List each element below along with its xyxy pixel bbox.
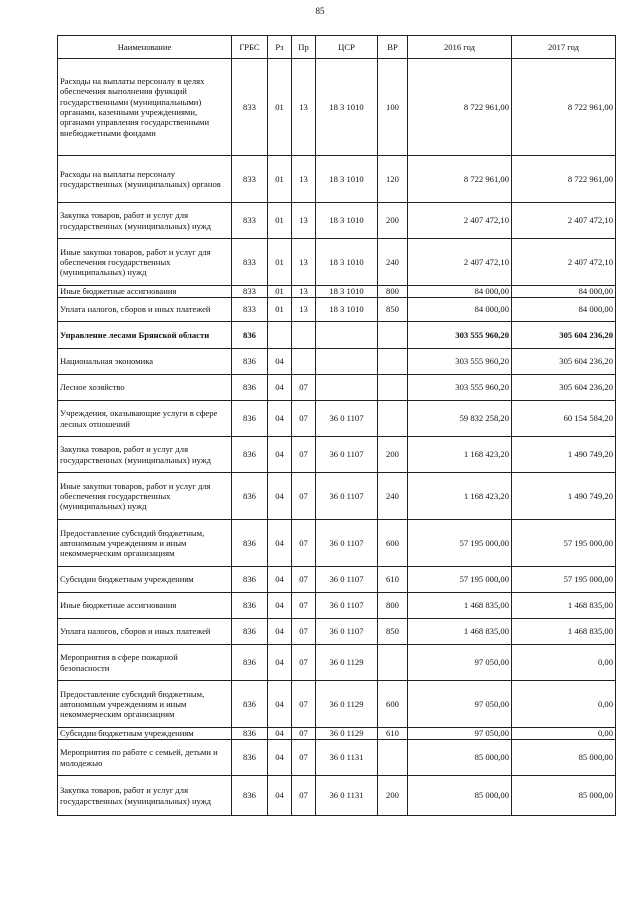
cell-csr: 36 0 1107 — [316, 401, 378, 437]
cell-pr: 07 — [292, 740, 316, 776]
cell-2017: 1 490 749,20 — [512, 437, 616, 473]
cell-2017: 85 000,00 — [512, 740, 616, 776]
cell-grbs: 833 — [232, 286, 268, 298]
cell-name: Уплата налогов, сборов и иных платежей — [58, 619, 232, 645]
cell-vr — [378, 349, 408, 375]
cell-2016: 84 000,00 — [408, 298, 512, 322]
cell-2016: 57 195 000,00 — [408, 520, 512, 567]
cell-name: Субсидии бюджетным учреждениям — [58, 567, 232, 593]
table-row — [58, 645, 616, 681]
col-header-name: Наименование — [58, 36, 232, 59]
cell-name: Мероприятия в сфере пожарной безопасности — [58, 645, 232, 681]
table-row — [58, 681, 616, 728]
cell-csr: 36 0 1107 — [316, 520, 378, 567]
cell-2017: 305 604 236,20 — [512, 349, 616, 375]
cell-csr: 36 0 1129 — [316, 645, 378, 681]
cell-pr: 07 — [292, 776, 316, 816]
cell-grbs: 836 — [232, 473, 268, 520]
cell-pr — [292, 349, 316, 375]
cell-rz: 04 — [268, 619, 292, 645]
table-row — [58, 567, 616, 593]
cell-name: Иные закупки товаров, работ и услуг для обеспечения государственных (муниципальных) нужд — [58, 239, 232, 286]
cell-vr: 850 — [378, 298, 408, 322]
cell-csr: 36 0 1107 — [316, 593, 378, 619]
cell-rz: 01 — [268, 286, 292, 298]
cell-name: Закупка товаров, работ и услуг для государственных (муниципальных) нужд — [58, 776, 232, 816]
cell-csr — [316, 375, 378, 401]
cell-name: Предоставление субсидий бюджетным, автономным учреждениям и иным некоммерческим организациям — [58, 520, 232, 567]
cell-name: Уплата налогов, сборов и иных платежей — [58, 298, 232, 322]
cell-grbs: 833 — [232, 239, 268, 286]
budget-table — [57, 35, 616, 816]
cell-2016: 1 468 835,00 — [408, 593, 512, 619]
cell-rz: 01 — [268, 298, 292, 322]
cell-2016: 1 168 423,20 — [408, 437, 512, 473]
cell-2016: 2 407 472,10 — [408, 239, 512, 286]
table-row — [58, 740, 616, 776]
cell-csr: 18 3 1010 — [316, 59, 378, 156]
cell-grbs: 836 — [232, 593, 268, 619]
cell-2017: 2 407 472,10 — [512, 203, 616, 239]
cell-pr: 07 — [292, 437, 316, 473]
cell-pr: 07 — [292, 401, 316, 437]
cell-2017: 84 000,00 — [512, 286, 616, 298]
col-header-vr: ВР — [378, 36, 408, 59]
cell-name: Мероприятия по работе с семьей, детьми и молодежью — [58, 740, 232, 776]
cell-vr — [378, 740, 408, 776]
cell-2016: 303 555 960,20 — [408, 375, 512, 401]
cell-2017: 305 604 236,20 — [512, 322, 616, 349]
cell-2016: 8 722 961,00 — [408, 156, 512, 203]
cell-csr: 18 3 1010 — [316, 203, 378, 239]
header-row — [58, 36, 616, 59]
cell-2016: 85 000,00 — [408, 740, 512, 776]
cell-2017: 8 722 961,00 — [512, 59, 616, 156]
cell-rz: 04 — [268, 593, 292, 619]
cell-2016: 303 555 960,20 — [408, 322, 512, 349]
cell-vr — [378, 401, 408, 437]
table-row — [58, 298, 616, 322]
col-header-2017: 2017 год — [512, 36, 616, 59]
cell-csr: 36 0 1107 — [316, 619, 378, 645]
cell-rz: 04 — [268, 645, 292, 681]
cell-grbs: 836 — [232, 520, 268, 567]
cell-pr: 13 — [292, 298, 316, 322]
cell-csr: 36 0 1129 — [316, 681, 378, 728]
cell-grbs: 836 — [232, 681, 268, 728]
cell-name: Лесное хозяйство — [58, 375, 232, 401]
cell-pr: 07 — [292, 567, 316, 593]
cell-grbs: 836 — [232, 375, 268, 401]
cell-csr: 36 0 1131 — [316, 740, 378, 776]
cell-2017: 305 604 236,20 — [512, 375, 616, 401]
cell-2017: 1 468 835,00 — [512, 593, 616, 619]
cell-2016: 85 000,00 — [408, 776, 512, 816]
cell-2017: 60 154 584,20 — [512, 401, 616, 437]
cell-pr: 13 — [292, 203, 316, 239]
cell-name: Закупка товаров, работ и услуг для государственных (муниципальных) нужд — [58, 437, 232, 473]
cell-2017: 84 000,00 — [512, 298, 616, 322]
cell-vr: 200 — [378, 776, 408, 816]
cell-grbs: 836 — [232, 567, 268, 593]
cell-csr: 18 3 1010 — [316, 239, 378, 286]
cell-rz: 04 — [268, 520, 292, 567]
cell-pr: 07 — [292, 593, 316, 619]
table-body — [58, 59, 616, 816]
cell-pr: 13 — [292, 156, 316, 203]
col-header-rz: Рз — [268, 36, 292, 59]
cell-rz: 01 — [268, 203, 292, 239]
cell-rz: 04 — [268, 728, 292, 740]
table-row — [58, 401, 616, 437]
cell-vr — [378, 322, 408, 349]
cell-vr: 200 — [378, 437, 408, 473]
cell-2017: 0,00 — [512, 645, 616, 681]
table-row — [58, 286, 616, 298]
cell-pr: 07 — [292, 728, 316, 740]
table-row — [58, 375, 616, 401]
col-header-pr: Пр — [292, 36, 316, 59]
cell-pr: 13 — [292, 286, 316, 298]
cell-rz: 04 — [268, 437, 292, 473]
cell-csr — [316, 322, 378, 349]
cell-rz: 04 — [268, 740, 292, 776]
table-row — [58, 349, 616, 375]
cell-pr: 07 — [292, 681, 316, 728]
cell-rz: 04 — [268, 349, 292, 375]
col-header-2016: 2016 год — [408, 36, 512, 59]
cell-rz: 04 — [268, 401, 292, 437]
table-row — [58, 437, 616, 473]
cell-csr: 36 0 1107 — [316, 473, 378, 520]
cell-vr: 800 — [378, 593, 408, 619]
cell-2016: 97 050,00 — [408, 681, 512, 728]
cell-csr: 18 3 1010 — [316, 286, 378, 298]
cell-rz — [268, 322, 292, 349]
col-header-grbs: ГРБС — [232, 36, 268, 59]
cell-2016: 303 555 960,20 — [408, 349, 512, 375]
cell-2016: 97 050,00 — [408, 645, 512, 681]
cell-grbs: 836 — [232, 740, 268, 776]
cell-rz: 01 — [268, 239, 292, 286]
cell-pr: 07 — [292, 375, 316, 401]
cell-grbs: 836 — [232, 728, 268, 740]
cell-2017: 57 195 000,00 — [512, 567, 616, 593]
cell-pr: 07 — [292, 619, 316, 645]
cell-rz: 01 — [268, 156, 292, 203]
cell-rz: 01 — [268, 59, 292, 156]
cell-2016: 97 050,00 — [408, 728, 512, 740]
cell-2016: 2 407 472,10 — [408, 203, 512, 239]
cell-csr: 18 3 1010 — [316, 298, 378, 322]
cell-csr: 36 0 1107 — [316, 437, 378, 473]
cell-grbs: 836 — [232, 401, 268, 437]
page-number: 85 — [315, 6, 325, 16]
cell-csr: 36 0 1129 — [316, 728, 378, 740]
cell-grbs: 836 — [232, 322, 268, 349]
cell-rz: 04 — [268, 375, 292, 401]
cell-2017: 2 407 472,10 — [512, 239, 616, 286]
cell-grbs: 833 — [232, 59, 268, 156]
cell-name: Учреждения, оказывающие услуги в сфере лесных отношений — [58, 401, 232, 437]
table-row — [58, 322, 616, 349]
table-row — [58, 728, 616, 740]
cell-vr: 200 — [378, 203, 408, 239]
cell-name: Иные закупки товаров, работ и услуг для обеспечения государственных (муниципальных) нужд — [58, 473, 232, 520]
cell-rz: 04 — [268, 473, 292, 520]
cell-rz: 04 — [268, 681, 292, 728]
cell-2017: 0,00 — [512, 681, 616, 728]
cell-2017: 85 000,00 — [512, 776, 616, 816]
cell-2017: 1 468 835,00 — [512, 619, 616, 645]
cell-name: Предоставление субсидий бюджетным, автономным учреждениям и иным некоммерческим организациям — [58, 681, 232, 728]
cell-name: Национальная экономика — [58, 349, 232, 375]
cell-2016: 84 000,00 — [408, 286, 512, 298]
cell-vr: 600 — [378, 681, 408, 728]
cell-2016: 1 168 423,20 — [408, 473, 512, 520]
cell-2016: 1 468 835,00 — [408, 619, 512, 645]
cell-vr: 240 — [378, 473, 408, 520]
cell-pr: 13 — [292, 59, 316, 156]
cell-grbs: 836 — [232, 645, 268, 681]
cell-2016: 59 832 258,20 — [408, 401, 512, 437]
cell-name: Субсидии бюджетным учреждениям — [58, 728, 232, 740]
cell-pr: 07 — [292, 473, 316, 520]
table-row — [58, 520, 616, 567]
cell-vr: 120 — [378, 156, 408, 203]
cell-csr: 18 3 1010 — [316, 156, 378, 203]
cell-grbs: 836 — [232, 619, 268, 645]
cell-grbs: 836 — [232, 776, 268, 816]
table-row — [58, 59, 616, 156]
table-row — [58, 619, 616, 645]
cell-vr: 610 — [378, 728, 408, 740]
table-row — [58, 239, 616, 286]
col-header-csr: ЦСР — [316, 36, 378, 59]
table-row — [58, 156, 616, 203]
cell-name: Управление лесами Брянской области — [58, 322, 232, 349]
cell-vr — [378, 645, 408, 681]
cell-2017: 57 195 000,00 — [512, 520, 616, 567]
table-row — [58, 473, 616, 520]
cell-rz: 04 — [268, 776, 292, 816]
cell-pr — [292, 322, 316, 349]
cell-grbs: 833 — [232, 203, 268, 239]
cell-rz: 04 — [268, 567, 292, 593]
cell-grbs: 833 — [232, 156, 268, 203]
cell-name: Расходы на выплаты персоналу в целях обеспечения выполнения функций государственными (муниципальными) органами, казенными учреждениями, органами управления государственными внебюджетными фондами — [58, 59, 232, 156]
cell-vr: 610 — [378, 567, 408, 593]
table-row — [58, 203, 616, 239]
cell-2016: 8 722 961,00 — [408, 59, 512, 156]
table-row — [58, 776, 616, 816]
cell-csr — [316, 349, 378, 375]
cell-name: Иные бюджетные ассигнования — [58, 286, 232, 298]
cell-vr: 850 — [378, 619, 408, 645]
cell-name: Закупка товаров, работ и услуг для государственных (муниципальных) нужд — [58, 203, 232, 239]
cell-name: Иные бюджетные ассигнования — [58, 593, 232, 619]
cell-grbs: 833 — [232, 298, 268, 322]
cell-vr: 240 — [378, 239, 408, 286]
cell-2017: 8 722 961,00 — [512, 156, 616, 203]
cell-2017: 1 490 749,20 — [512, 473, 616, 520]
cell-2017: 0,00 — [512, 728, 616, 740]
cell-grbs: 836 — [232, 437, 268, 473]
cell-pr: 13 — [292, 239, 316, 286]
table-row — [58, 593, 616, 619]
cell-vr: 600 — [378, 520, 408, 567]
cell-name: Расходы на выплаты персоналу государственных (муниципальных) органов — [58, 156, 232, 203]
cell-2016: 57 195 000,00 — [408, 567, 512, 593]
cell-pr: 07 — [292, 520, 316, 567]
cell-pr: 07 — [292, 645, 316, 681]
cell-vr: 100 — [378, 59, 408, 156]
cell-vr — [378, 375, 408, 401]
cell-vr: 800 — [378, 286, 408, 298]
cell-csr: 36 0 1131 — [316, 776, 378, 816]
cell-csr: 36 0 1107 — [316, 567, 378, 593]
cell-grbs: 836 — [232, 349, 268, 375]
